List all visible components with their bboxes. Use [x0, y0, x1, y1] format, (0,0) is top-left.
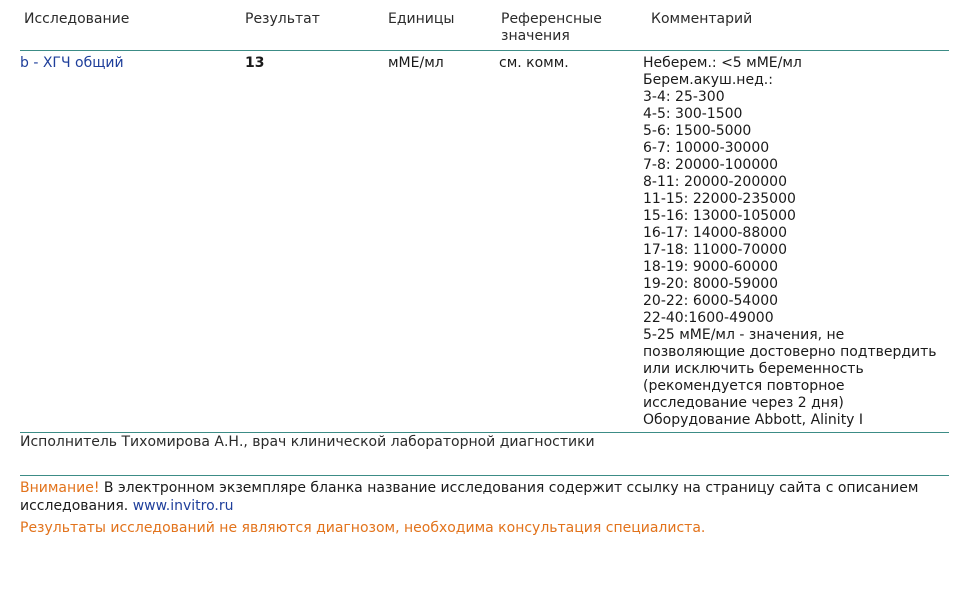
- performer-line: Исполнитель Тихомирова А.Н., врач клинической лабораторной диагностики: [20, 434, 595, 450]
- comment-line: 5-6: 1500-5000: [643, 123, 752, 139]
- comment-line: 19-20: 8000-59000: [643, 276, 779, 292]
- reference-value: см. комм.: [499, 55, 569, 71]
- comment-line: 3-4: 25-300: [643, 89, 725, 105]
- comment-line: 4-5: 300-1500: [643, 106, 743, 122]
- result-value: 13: [245, 55, 265, 71]
- comment-line: 17-18: 11000-70000: [643, 242, 787, 258]
- comment-line: исследование через 2 дня): [643, 395, 844, 411]
- comment-line: Оборудование Abbott, Alinity I: [643, 412, 864, 428]
- disclaimer: Результаты исследований не являются диагнозом, необходима консультация специалиста.: [20, 520, 706, 536]
- comment-line: 20-22: 6000-54000: [643, 293, 779, 309]
- row-divider: [20, 432, 949, 433]
- comment-line: 5-25 мМЕ/мл - значения, не: [643, 327, 845, 343]
- site-link[interactable]: www.invitro.ru: [132, 498, 234, 514]
- attention-label: Внимание!: [20, 480, 100, 496]
- comment-line: позволяющие достоверно подтвердить: [643, 344, 937, 360]
- test-name-link[interactable]: b - ХГЧ общий: [20, 55, 124, 71]
- header-reference-line2: значения: [501, 28, 570, 44]
- comment-line: или исключить беременность: [643, 361, 864, 377]
- footer-divider: [20, 475, 949, 476]
- comment-line: 18-19: 9000-60000: [643, 259, 779, 275]
- notice-block: [20, 479, 950, 515]
- comment-line: Берем.акуш.нед.:: [643, 72, 773, 88]
- header-reference-line1: Референсные: [501, 11, 602, 27]
- header-comment: Комментарий: [651, 11, 753, 27]
- header-units: Единицы: [388, 11, 455, 27]
- header-reference: [501, 11, 602, 45]
- comment-line: 16-17: 14000-88000: [643, 225, 787, 241]
- comment-line: 7-8: 20000-100000: [643, 157, 779, 173]
- comment-line: 22-40:1600-49000: [643, 310, 774, 326]
- comment-line: Неберем.: <5 мМЕ/мл: [643, 55, 802, 71]
- notice-text: В электронном экземпляре бланка название исследования содержит ссылку на страницу сайта с описанием исследования.: [20, 480, 919, 514]
- comment-line: 11-15: 22000-235000: [643, 191, 796, 207]
- header-test: Исследование: [24, 11, 130, 27]
- units-value: мМЕ/мл: [388, 55, 444, 71]
- header-result: Результат: [245, 11, 320, 27]
- comment-line: 6-7: 10000-30000: [643, 140, 770, 156]
- header-divider: [20, 50, 949, 51]
- comment-line: (рекомендуется повторное: [643, 378, 845, 394]
- comment-line: 15-16: 13000-105000: [643, 208, 796, 224]
- comment-block: [643, 55, 953, 429]
- comment-line: 8-11: 20000-200000: [643, 174, 787, 190]
